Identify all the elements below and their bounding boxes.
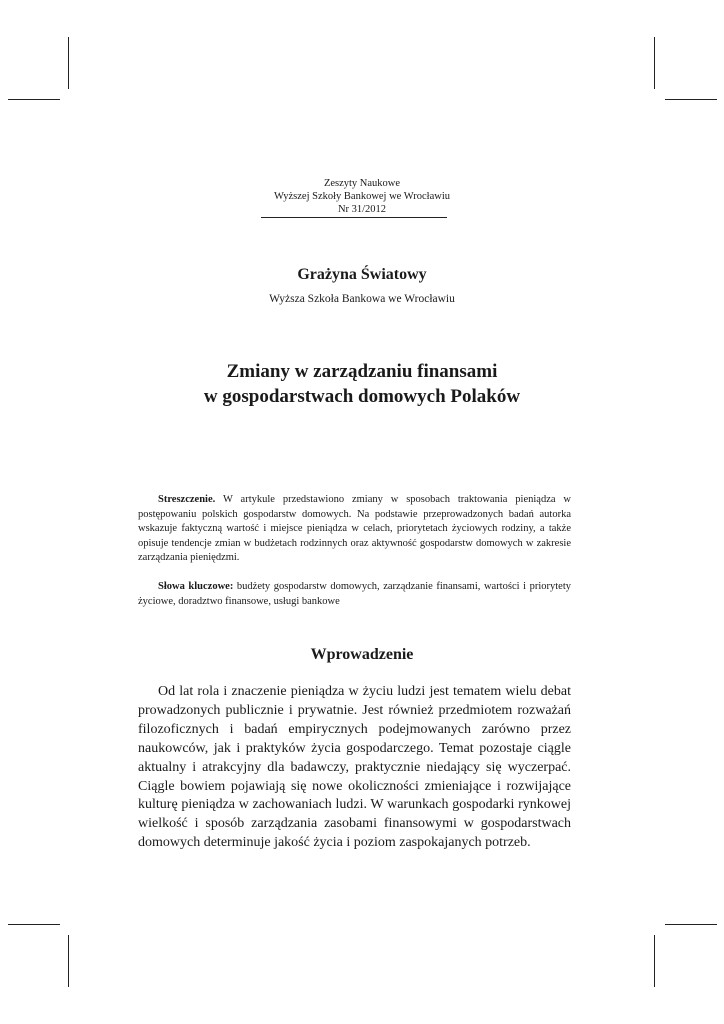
- abstract-label: Streszczenie.: [158, 494, 216, 505]
- abstract: [138, 493, 571, 566]
- header-rule: [261, 217, 447, 218]
- keywords: [138, 580, 571, 609]
- crop-mark-bottom-left-horizontal: [8, 924, 60, 925]
- author-affiliation: Wyższa Szkoła Bankowa we Wrocławiu: [269, 293, 455, 305]
- paper-title-line-2: w gospodarstwach domowych Polaków: [203, 386, 521, 407]
- section-heading: Wprowadzenie: [310, 646, 414, 663]
- crop-mark-bottom-right-horizontal: [665, 924, 717, 925]
- paper-title: [0, 359, 724, 409]
- paper-title-line-1: Zmiany w zarządzaniu finansami: [226, 361, 498, 382]
- journal-publisher: Wyższej Szkoły Bankowej we Wrocławiu: [273, 191, 451, 202]
- journal-issue: Nr 31/2012: [337, 204, 387, 215]
- body-paragraph: Od lat rola i znaczenie pieniądza w życiu ludzi jest tematem wielu debat prowadzonych publicznie i prywatnie. Jest również przedmiotem rozważań filozoficznych i badań empirycznych podejmowanych zarówno przez naukowców, jak i praktyków życia gospodarczego. Temat pozostaje ciągle aktualny i atrakcyjny dla badawczy, praktycznie niedający się wyczerpać. Ciągle bowiem pojawiają się nowe okoliczności zmieniające i rozwijające kulturę pieniądza w zachowaniach ludzi. W warunkach gospodarki rynkowej wielkość i sposób zarządzania zasobami finansowymi w gospodarstwach domowych determinuje jakość życia i poziom zaspokajanych potrzeb.: [138, 684, 571, 851]
- crop-mark-top-right-vertical: [654, 37, 655, 89]
- crop-mark-bottom-right-vertical: [654, 935, 655, 987]
- journal-name: Zeszyty Naukowe: [323, 178, 401, 189]
- crop-mark-top-left-vertical: [68, 37, 69, 89]
- crop-mark-top-left-horizontal: [8, 99, 60, 100]
- journal-header: [0, 177, 724, 216]
- keywords-text: budżety gospodarstw domowych, zarządzanie finansami, wartości i priorytety życiowe, doradztwo finansowe, usługi bankowe: [138, 581, 571, 607]
- crop-mark-bottom-left-vertical: [68, 935, 69, 987]
- abstract-text: W artykule przedstawiono zmiany w sposobach traktowania pieniądza w postępowaniu polskich gospodarstw domowych. Na podstawie przeprowadzonych badań autorka wskazuje faktyczną wartość i miejsce pieniądza w celach, priorytetach życiowych rodziny, a także opisuje tendencje zmian w budżetach rodzinnych oraz aktywność gospodarstw domowych w zakresie zarządzania pieniędzmi.: [138, 494, 571, 564]
- crop-mark-top-right-horizontal: [665, 99, 717, 100]
- keywords-label: Słowa kluczowe:: [158, 581, 234, 592]
- author-name: Grażyna Światowy: [297, 266, 427, 283]
